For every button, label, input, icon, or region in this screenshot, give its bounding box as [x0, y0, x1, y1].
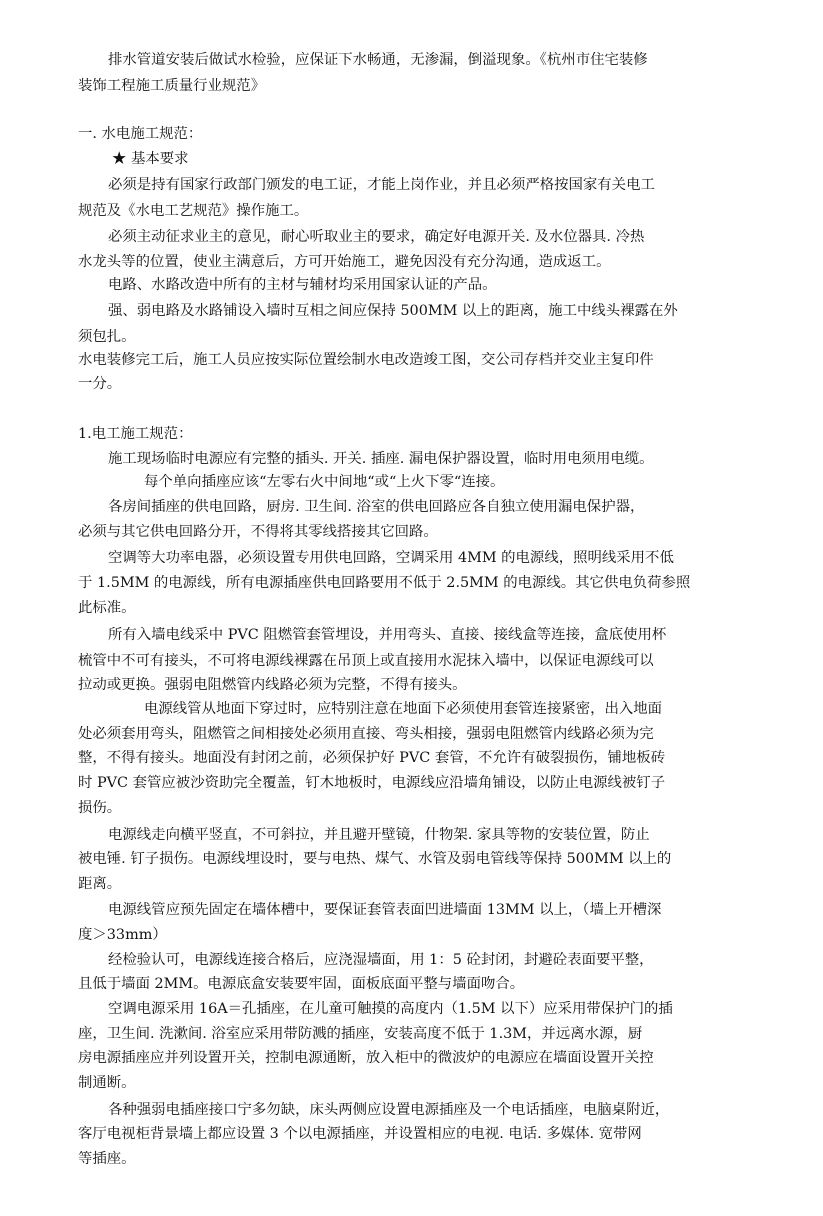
text-line: 制通断。 [78, 1075, 136, 1091]
text-line: 必须主动征求业主的意见，耐心听取业主的要求，确定好电源开关. 及水位器具. 冷热 [108, 229, 645, 245]
text-line: 客厅电视柜背景墙上都应设置 3 个以电源插座，并设置相应的电视. 电话. 多媒体. 宽带网 [78, 1126, 642, 1142]
text-line: 经检验认可，电源线连接合格后，应浇湿墙面，用 1：5 砼封闭，封避砼表面要平整， [108, 952, 654, 968]
text-line: 一分。 [78, 376, 122, 392]
text-line: 梳管中不可有接头，不可将电源线裸露在吊顶上或直接用水泥抹入墙中，以保证电源线可以 [78, 653, 654, 669]
text-line: 房电源插座应并列设置开关，控制电源通断，放入柜中的微波炉的电源应在墙面设置开关控 [78, 1050, 654, 1066]
text-line: 必须是持有国家行政部门颁发的电工证，才能上岗作业，并且必须严格按国家有关电工 [108, 177, 655, 193]
text-line: 距离。 [78, 876, 122, 892]
text-line: 空调电源采用 16A＝孔插座，在儿童可触摸的高度内（1.5M 以下）应采用带保护门的插 [108, 1001, 673, 1017]
text-line: 拉动或更换。强弱电阻燃管内线路必须为完整，不得有接头。 [78, 677, 467, 693]
section-heading: 1.电工施工规范： [78, 426, 193, 442]
text-line: 被电锤. 钉子损伤。电源线埋设时，要与电热、煤气、水管及弱电管线等保持 500MM 以上的 [78, 851, 672, 867]
text-line: 此标准。 [78, 600, 136, 616]
text-line: 电源线管从地面下穿过时，应特别注意在地面下必须使用套管连接紧密，出入地面 [144, 701, 663, 717]
text-line: 须包扎。 [78, 329, 136, 345]
subsection-heading: ★ 基本要求 [112, 151, 189, 167]
text-line: 电路、水路改造中所有的主材与辅材均采用国家认证的产品。 [108, 277, 497, 293]
section-heading: 一. 水电施工规范： [78, 126, 203, 142]
text-line: 空调等大功率电器，必须设置专用供电回路，空调采用 4MM 的电源线，照明线采用不低 [108, 550, 674, 566]
text-line: 所有入墙电线采中 PVC 阻燃管套管埋设，并用弯头、直接、接线盒等连接，盒底使用杯 [108, 627, 667, 643]
text-line: 电源线管应预先固定在墙体槽中，要保证套管表面凹进墙面 13MM 以上，（墙上开槽深 [108, 902, 662, 918]
text-line: 时 PVC 套管应被沙资助完全覆盖，钉木地板时，电源线应沿墙角铺设，以防止电源线被钉子 [78, 775, 666, 791]
text-line: 于 1.5MM 的电源线，所有电源插座供电回路要用不低于 2.5MM 的电源线。其它供电负荷参照 [78, 575, 691, 591]
text-line: 且低于墙面 2MM。电源底盒安装要牢固，面板底面平整与墙面吻合。 [78, 976, 525, 992]
text-line: 度＞33mm） [78, 927, 167, 943]
text-line: 整，不得有接头。地面没有封闭之前，必须保护好 PVC 套管，不允许有破裂损伤，铺地板砖 [78, 750, 666, 766]
text-line: 处必须套用弯头，阻燃管之间相接处必须用直接、弯头相接，强弱电阻燃管内线路必须为完 [78, 726, 654, 742]
text-line: 等插座。 [78, 1151, 136, 1167]
text-line: 必须与其它供电回路分开，不得将其零线搭接其它回路。 [78, 524, 438, 540]
text-line: 各房间插座的供电回路，厨房. 卫生间. 浴室的供电回路应各自独立使用漏电保护器， [108, 499, 645, 515]
text-line: 损伤。 [78, 800, 122, 816]
text-line: 水龙头等的位置，使业主满意后，方可开始施工，避免因没有充分沟通，造成返工。 [78, 254, 611, 270]
text-line: 施工现场临时电源应有完整的插头. 开关. 插座. 漏电保护器设置，临时用电须用电缆。 [108, 451, 654, 467]
text-line: 座，卫生间. 洗漱间. 浴室应采用带防溅的插座，安装高度不低于 1.3M，并远离水源，厨 [78, 1026, 643, 1042]
text-line: 排水管道安装后做试水检验，应保证下水畅通，无渗漏，倒溢现象。《杭州市住宅装修 [108, 52, 648, 68]
text-line: 每个单向插座应该“左零右火中间地“或“上火下零“连接。 [144, 474, 505, 490]
text-line: 各种强弱电插座接口宁多勿缺，床头两侧应设置电源插座及一个电话插座，电脑桌附近， [108, 1102, 670, 1118]
text-line: 水电装修完工后，施工人员应按实际位置绘制水电改造竣工图，交公司存档并交业主复印件 [78, 352, 654, 368]
text-line: 电源线走向横平竖直，不可斜拉，并且避开壁镜，什物架. 家具等物的安装位置，防止 [108, 827, 650, 843]
text-line: 装饰工程施工质量行业规范》 [78, 78, 266, 94]
text-line: 强、弱电路及水路铺设入墙时互相之间应保持 500MM 以上的距离，施工中线头裸露在外 [108, 303, 678, 319]
text-line: 规范及《水电工艺规范》操作施工。 [78, 203, 309, 219]
